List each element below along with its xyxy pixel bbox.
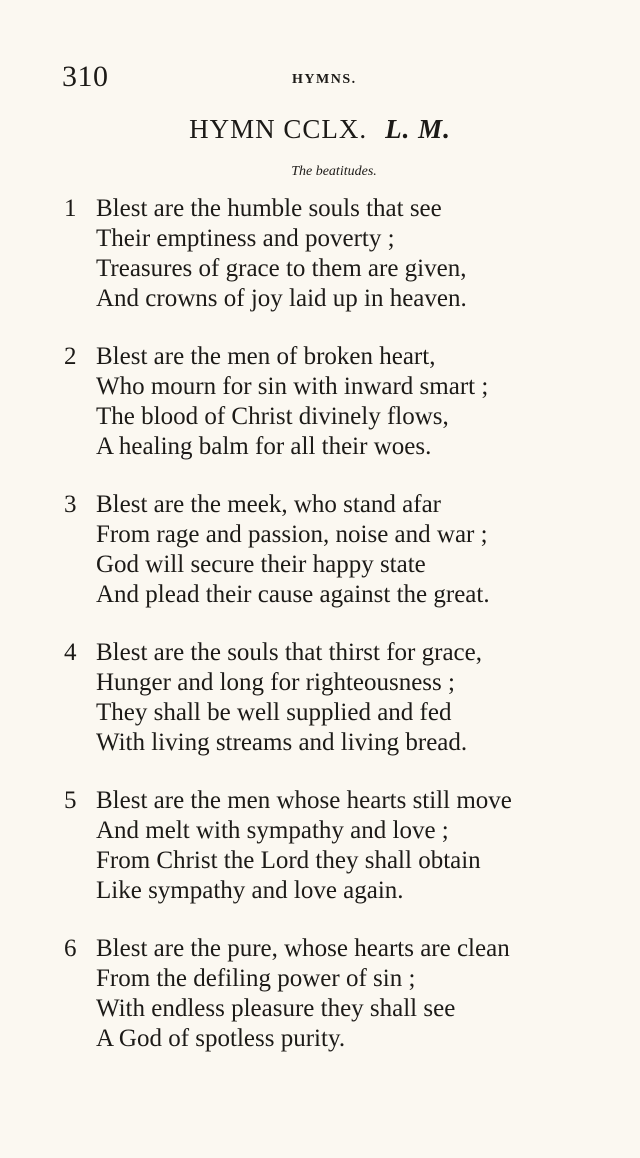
verse-line: Hunger and long for righteousness ;: [96, 669, 455, 696]
stanza-list: [64, 194, 624, 1082]
stanza-6: [64, 934, 624, 1054]
page-header: [62, 60, 582, 96]
running-head: HYMNS.: [292, 72, 357, 87]
stanza-number: 2: [64, 343, 77, 370]
verse-line: They shall be well supplied and fed: [96, 699, 452, 726]
verse-line: With endless pleasure they shall see: [96, 995, 456, 1022]
stanza-5: [64, 786, 624, 906]
stanza-1: [64, 194, 624, 314]
verse-line: And melt with sympathy and love ;: [96, 817, 449, 844]
hymn-number: HYMN CCLX.: [189, 114, 368, 144]
verse-line: And plead their cause against the great.: [96, 581, 490, 608]
stanza-number: 1: [64, 195, 77, 222]
verse-line: God will secure their happy state: [96, 551, 426, 578]
verse-line: The blood of Christ divinely flows,: [96, 403, 449, 430]
stanza-3: [64, 490, 624, 610]
verse-line: Blest are the souls that thirst for grace,: [96, 639, 482, 666]
stanza-4: [64, 638, 624, 758]
stanza-number: 4: [64, 639, 77, 666]
verse-line: From the defiling power of sin ;: [96, 965, 416, 992]
verse-line: Blest are the men whose hearts still move: [96, 787, 512, 814]
stanza-number: 6: [64, 935, 77, 962]
stanza-number: 3: [64, 491, 77, 518]
verse-line: Blest are the meek, who stand afar: [96, 491, 442, 518]
verse-line: Who mourn for sin with inward smart ;: [96, 373, 489, 400]
verse-line: Like sympathy and love again.: [96, 877, 404, 904]
verse-line: A God of spotless purity.: [96, 1025, 346, 1052]
verse-line: And crowns of joy laid up in heaven.: [96, 285, 467, 312]
verse-line: Treasures of grace to them are given,: [96, 255, 467, 282]
verse-line: A healing balm for all their woes.: [96, 433, 432, 460]
verse-line: Blest are the humble souls that see: [96, 195, 442, 222]
hymn-meter: L. M.: [385, 114, 451, 144]
verse-line: Blest are the men of broken heart,: [96, 343, 436, 370]
stanza-number: 5: [64, 787, 77, 814]
page-number: 310: [62, 60, 109, 93]
verse-line: Their emptiness and poverty ;: [96, 225, 395, 252]
stanza-2: [64, 342, 624, 462]
verse-line: With living streams and living bread.: [96, 729, 468, 756]
verse-line: Blest are the pure, whose hearts are clean: [96, 935, 510, 962]
verse-line: From Christ the Lord they shall obtain: [96, 847, 481, 874]
hymn-subtitle: The beatitudes.: [291, 164, 377, 179]
hymn-title: [0, 114, 640, 145]
verse-line: From rage and passion, noise and war ;: [96, 521, 488, 548]
